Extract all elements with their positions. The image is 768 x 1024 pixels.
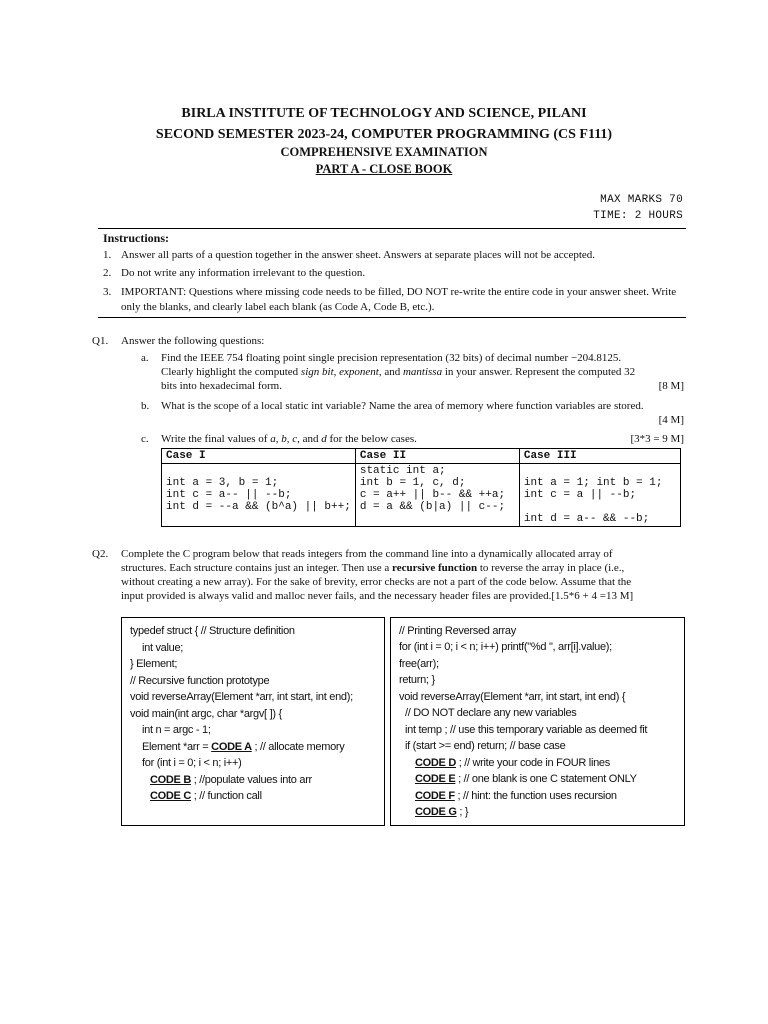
course-title: SECOND SEMESTER 2023-24, COMPUTER PROGRAMMING (CS F111) xyxy=(155,127,613,142)
q1c-label: c. xyxy=(141,433,149,445)
q1a-marks: [8 M] xyxy=(658,380,684,392)
part-title: PART A - CLOSE BOOK xyxy=(315,162,453,176)
code-line: for (int i = 0; i < n; i++) xyxy=(142,757,242,769)
code-c-blank: CODE C xyxy=(150,790,191,802)
code-f-blank: CODE F xyxy=(415,790,455,802)
case-1-code: int a = 3, b = 1; int c = a-- || --b; int d = --a && (b^a) || b++; xyxy=(162,464,356,527)
code-line: CODE B ; //populate values into arr xyxy=(150,774,312,786)
code-line: void main(int argc, char *argv[ ]) { xyxy=(130,708,282,720)
q1c-marks: [3*3 = 9 M] xyxy=(630,433,684,445)
case-2-code: static int a; int b = 1, c, d; c = a++ || b-- && ++a; d = a && (b|a) || c--; xyxy=(355,464,519,527)
code-line: typedef struct { // Structure definition xyxy=(130,625,295,637)
max-marks: MAX MARKS 70 xyxy=(600,194,683,206)
q1b-marks: [4 M] xyxy=(658,414,684,426)
code-line: return; } xyxy=(399,674,435,686)
q1a-label: a. xyxy=(141,352,149,364)
code-line: free(arr); xyxy=(399,658,439,670)
divider xyxy=(98,317,686,318)
code-line: int temp ; // use this temporary variable as deemed fit xyxy=(405,724,648,736)
code-line: CODE E ; // one blank is one C statement ONLY xyxy=(415,773,637,785)
code-b-blank: CODE B xyxy=(150,774,191,786)
q2-line3: without creating a new array). For the sake of brevity, error checks are not a part of the code below. Assume that the xyxy=(121,576,632,588)
code-line: CODE C ; // function call xyxy=(150,790,262,802)
q2-line2: structures. Each structure contains just an integer. Then use a recursive function to reverse the array in place (i.e., xyxy=(121,562,625,574)
q2-number: Q2. xyxy=(92,548,109,560)
code-line: // DO NOT declare any new variables xyxy=(405,707,577,719)
code-a-blank: CODE A xyxy=(211,741,252,753)
code-line: if (start >= end) return; // base case xyxy=(405,740,566,752)
exam-time: TIME: 2 HOURS xyxy=(593,210,683,222)
code-line: CODE G ; } xyxy=(415,806,469,818)
q1a-line2: Clearly highlight the computed sign bit, exponent, and mantissa in your answer. Represent the computed 32 xyxy=(161,366,636,378)
code-d-blank: CODE D xyxy=(415,757,456,769)
q1a-line3: bits into hexadecimal form. xyxy=(161,380,282,392)
code-line: for (int i = 0; i < n; i++) printf("%d ", arr[i].value); xyxy=(399,641,612,653)
code-line: int value; xyxy=(142,642,184,654)
code-line: int n = argc - 1; xyxy=(142,724,211,736)
code-line: Element *arr = CODE A ; // allocate memory xyxy=(142,741,345,753)
case-header: Case III xyxy=(519,449,680,464)
q1b-text: What is the scope of a local static int variable? Name the area of memory where function variables are stored. xyxy=(161,400,644,412)
code-line: void reverseArray(Element *arr, int start, int end); xyxy=(130,691,353,703)
q2-line4: input provided is always valid and malloc never fails, and the necessary header files are provided.[1.5*6 + 4 =13 M] xyxy=(121,590,634,602)
code-line: CODE D ; // write your code in FOUR lines xyxy=(415,757,610,769)
code-box-left xyxy=(121,617,385,826)
code-line: // Printing Reversed array xyxy=(399,625,516,637)
code-line: void reverseArray(Element *arr, int start, int end) { xyxy=(399,691,626,703)
code-line: // Recursive function prototype xyxy=(130,675,270,687)
q1-text: Answer the following questions: xyxy=(121,335,265,347)
q1c-text: Write the final values of a, b, c, and d for the below cases. xyxy=(161,433,417,445)
code-line: } Element; xyxy=(130,658,178,670)
code-g-blank: CODE G xyxy=(415,806,457,818)
divider xyxy=(98,228,686,229)
case-3-code: int a = 1; int b = 1; int c = a || --b; int d = a-- && --b; xyxy=(519,464,680,527)
code-e-blank: CODE E xyxy=(415,773,456,785)
q2-line1: Complete the C program below that reads integers from the command line into a dynamically allocated array of xyxy=(121,548,613,560)
cases-table xyxy=(161,448,681,527)
q1-number: Q1. xyxy=(92,335,109,347)
exam-title: COMPREHENSIVE EXAMINATION xyxy=(280,145,488,159)
case-header: Case II xyxy=(355,449,519,464)
case-header: Case I xyxy=(162,449,356,464)
q1b-label: b. xyxy=(141,400,150,412)
institute-title: BIRLA INSTITUTE OF TECHNOLOGY AND SCIENCE, PILANI xyxy=(181,106,587,121)
code-box-right xyxy=(390,617,685,826)
code-line: CODE F ; // hint: the function uses recursion xyxy=(415,790,617,802)
q1a-line1: Find the IEEE 754 floating point single precision representation (32 bits) of decimal number −204.8125. xyxy=(161,352,622,364)
instructions-title: Instructions: xyxy=(103,231,170,245)
